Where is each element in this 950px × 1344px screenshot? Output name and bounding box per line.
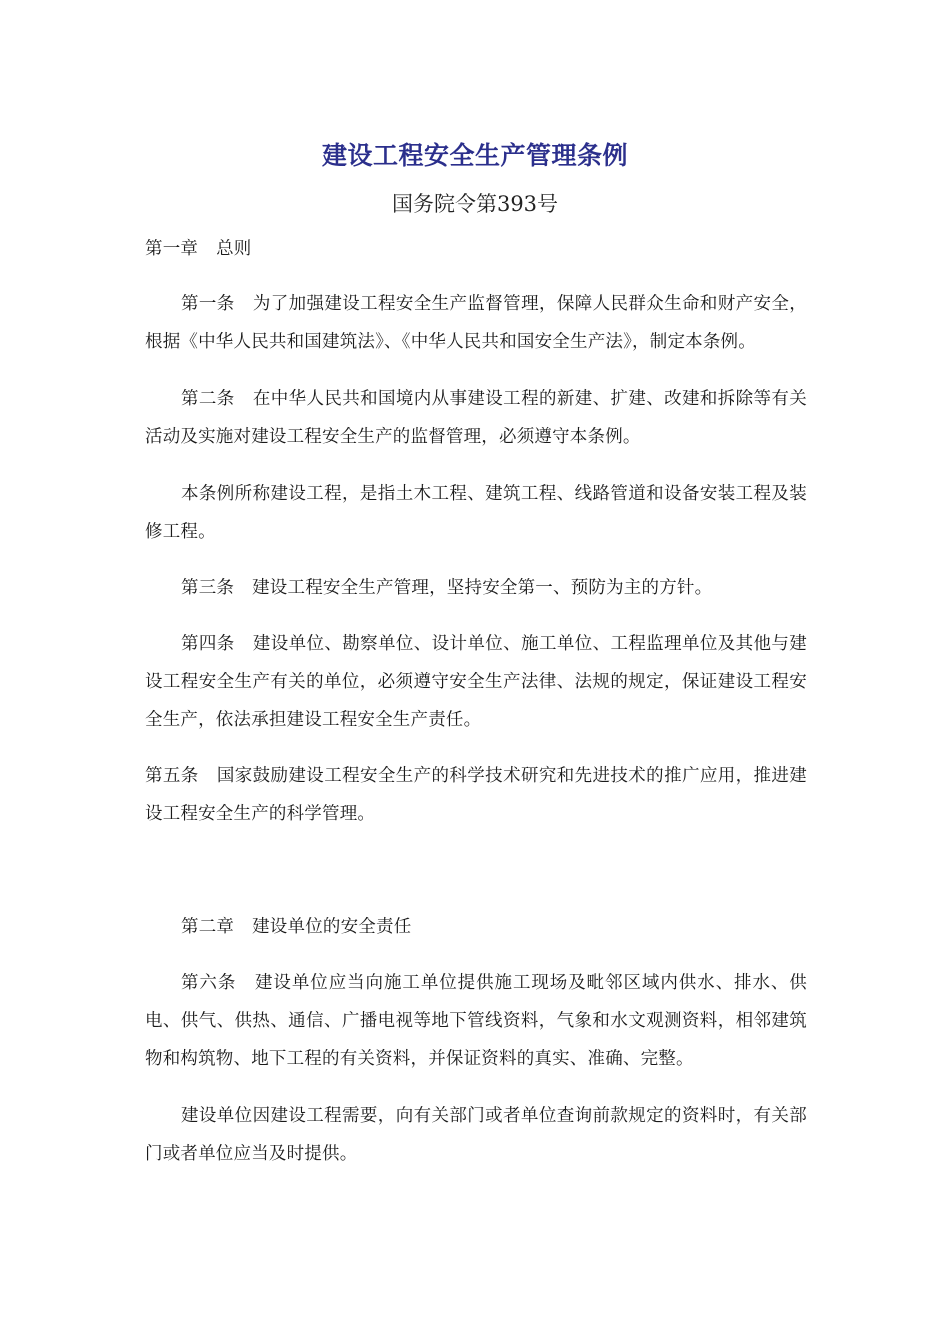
article-2-paragraph-2 <box>145 475 807 551</box>
article-1 <box>145 285 807 361</box>
article-2-label: 第二条 <box>181 389 235 409</box>
article-6b-text: 建设单位因建设工程需要，向有关部门或者单位查询前款规定的资料时，有关部门或者单位应当及时提供。 <box>145 1106 807 1164</box>
chapter-2-heading <box>145 908 807 946</box>
chapter-1-name: 总则 <box>216 239 252 259</box>
article-5-label: 第五条 <box>145 766 199 786</box>
article-3-label: 第三条 <box>181 578 235 598</box>
article-2b-text: 本条例所称建设工程，是指土木工程、建筑工程、线路管道和设备安装工程及装修工程。 <box>145 484 807 542</box>
document-subtitle: 国务院令第393号 <box>391 192 559 216</box>
chapter-2-label: 第二章 <box>181 917 235 937</box>
document-title: 建设工程安全生产管理条例 <box>321 141 628 170</box>
article-6-text: 建设单位应当向施工单位提供施工现场及毗邻区域内供水、排水、供电、供气、供热、通信、广播电视等地下管线资料，气象和水文观测资料，相邻建筑物和构筑物、地下工程的有关资料，并保证资料的真实、准确、完整。 <box>145 973 807 1069</box>
article-3-text: 建设工程安全生产管理，坚持安全第一、预防为主的方针。 <box>252 578 713 598</box>
article-4-text: 建设单位、勘察单位、设计单位、施工单位、工程监理单位及其他与建设工程安全生产有关的单位，必须遵守安全生产法律、法规的规定，保证建设工程安全生产，依法承担建设工程安全生产责任。 <box>145 634 807 730</box>
article-4 <box>145 625 807 739</box>
article-1-text: 为了加强建设工程安全生产监督管理，保障人民群众生命和财产安全，根据《中华人民共和国建筑法》、《中华人民共和国安全生产法》，制定本条例。 <box>145 294 807 352</box>
article-1-label: 第一条 <box>181 294 235 314</box>
article-3 <box>145 569 807 607</box>
article-5 <box>145 757 807 833</box>
article-2-text: 在中华人民共和国境内从事建设工程的新建、扩建、改建和拆除等有关活动及实施对建设工程安全生产的监督管理，必须遵守本条例。 <box>145 389 807 447</box>
article-6-paragraph-2 <box>145 1097 807 1173</box>
article-4-label: 第四条 <box>181 634 235 654</box>
article-6-label: 第六条 <box>181 973 237 993</box>
chapter-1-label: 第一章 <box>145 239 199 259</box>
article-6 <box>145 964 807 1078</box>
chapter-1-heading <box>145 230 807 268</box>
article-2 <box>145 380 807 456</box>
chapter-2-name: 建设单位的安全责任 <box>252 917 412 937</box>
article-5-text: 国家鼓励建设工程安全生产的科学技术研究和先进技术的推广应用，推进建设工程安全生产的科学管理。 <box>145 766 807 824</box>
